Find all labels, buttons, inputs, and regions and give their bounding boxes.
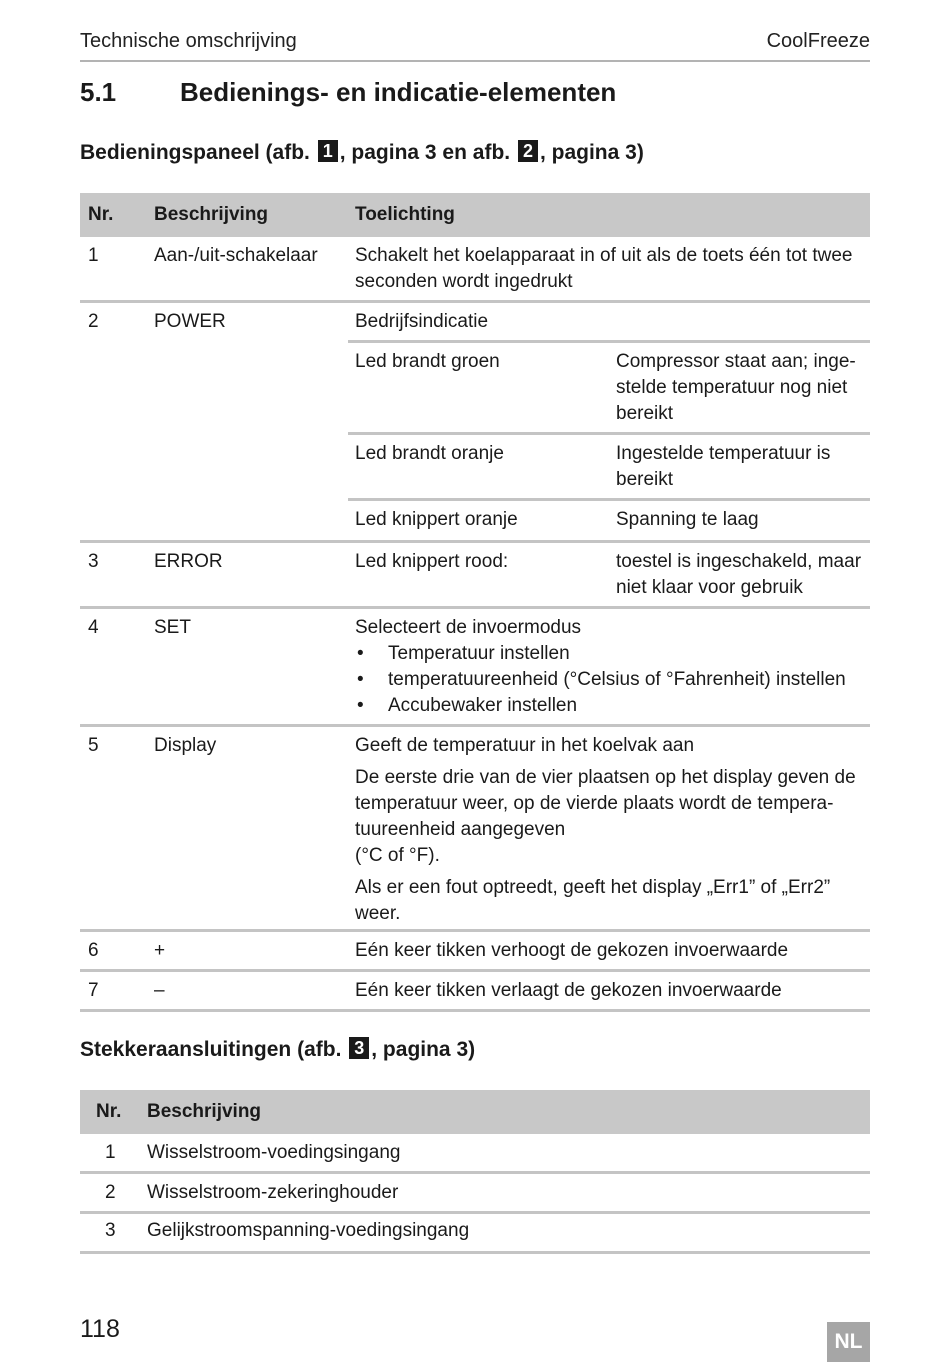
table-header: [80, 193, 870, 237]
led-meaning: [616, 507, 866, 533]
figure-ref-1: 1: [318, 140, 338, 162]
row-nr: 4: [88, 617, 99, 638]
row-nr: 2: [88, 311, 99, 332]
bullet-list: [355, 641, 870, 719]
row-nr: 1: [88, 245, 99, 266]
table-row: [80, 972, 870, 1012]
text-line: bereikt: [616, 469, 674, 490]
row-explanation: [355, 615, 870, 719]
row-description: Aan-/uit-schakelaar: [154, 245, 318, 266]
led-state: Led knippert oranje: [355, 509, 518, 530]
controls-table: [80, 193, 870, 1012]
row-nr: 6: [88, 940, 99, 961]
text-line: Selecteert de invoermodus: [355, 617, 582, 638]
text-line: Ingestelde temperatuur is: [616, 443, 831, 464]
heading-text: Bedieningspaneel (afb.: [80, 141, 310, 164]
led-state: Led brandt oranje: [355, 443, 504, 464]
heading-text: , pagina 3): [371, 1038, 476, 1061]
paragraph: [355, 733, 870, 759]
row-description: –: [154, 980, 165, 1001]
plug-connections-table: [80, 1090, 870, 1254]
list-item: • temperatuureenheid (°Celsius of °Fahrenheit) instellen: [355, 667, 870, 693]
row-explanation: Bedrijfsindicatie: [355, 311, 489, 332]
col-explanation: Toelichting: [355, 204, 455, 225]
text-line: De eerste drie van de vier plaatsen op het display geven de: [355, 767, 856, 788]
row-explanation: [355, 243, 870, 295]
text-line: Als er een fout optreedt, geeft het display „Err1” of „Err2”: [355, 877, 831, 898]
row-description: +: [154, 940, 166, 961]
row-nr: 5: [88, 735, 99, 756]
text-line: weer.: [355, 903, 401, 924]
header-product: CoolFreeze: [766, 30, 870, 52]
figure-ref-2: 2: [518, 140, 538, 162]
list-item: • Temperatuur instellen: [355, 641, 870, 667]
plug-connections-heading: [80, 1037, 475, 1062]
table-row: [80, 303, 870, 543]
running-header: [80, 28, 870, 62]
row-explanation: [355, 733, 870, 933]
led-meaning: [616, 549, 866, 601]
text-line: bereikt: [616, 403, 674, 424]
table-row: [80, 1214, 870, 1254]
paragraph: [355, 765, 870, 869]
row-description: Wisselstroom-voedingsingang: [147, 1142, 401, 1163]
table-row: [80, 1174, 870, 1214]
col-description: Beschrijving: [147, 1101, 262, 1122]
heading-text: Stekkeraansluitingen (afb.: [80, 1038, 342, 1061]
text-line: toestel is ingeschakeld, maar: [616, 551, 862, 572]
text-line: Schakelt het koelapparaat in of uit als de toets één tot twee: [355, 245, 853, 266]
text-line: seconden wordt ingedrukt: [355, 271, 573, 292]
table-row: [80, 1134, 870, 1174]
text-line: (°C of °F).: [355, 845, 440, 866]
header-chapter: Technische omschrijving: [80, 30, 297, 52]
list-item: • Accubewaker instellen: [355, 693, 870, 719]
row-description: POWER: [154, 311, 226, 332]
table-row: [80, 932, 870, 972]
control-panel-heading: [80, 140, 644, 165]
paragraph: [355, 875, 870, 927]
led-state: Led knippert rood:: [355, 551, 509, 572]
text-line: niet klaar voor gebruik: [616, 577, 803, 598]
row-description: Wisselstroom-zekeringhouder: [147, 1182, 399, 1203]
table-row: [80, 237, 870, 303]
led-meaning: [616, 349, 866, 427]
subrow-divider: [348, 340, 870, 343]
text-line: Spanning te laag: [616, 509, 759, 530]
row-nr: 2: [105, 1182, 116, 1203]
section-number: 5.1: [80, 77, 117, 107]
text-line: stelde temperatuur nog niet: [616, 377, 848, 398]
row-nr: 3: [105, 1220, 116, 1241]
row-explanation: Eén keer tikken verlaagt de gekozen invoerwaarde: [355, 980, 782, 1001]
row-description: Display: [154, 735, 217, 756]
row-explanation: Eén keer tikken verhoogt de gekozen invoerwaarde: [355, 940, 789, 961]
row-nr: 1: [105, 1142, 116, 1163]
table-row: [80, 543, 870, 609]
text-line: Geeft de temperatuur in het koelvak aan: [355, 735, 695, 756]
col-nr: Nr.: [96, 1101, 122, 1122]
heading-text: , pagina 3): [539, 141, 644, 164]
col-nr: Nr.: [88, 204, 114, 225]
figure-ref-3: 3: [349, 1037, 369, 1059]
subrow-divider: [348, 432, 870, 435]
section-title: [80, 77, 616, 108]
text-line: tuureenheid aangegeven: [355, 819, 566, 840]
row-description: SET: [154, 617, 191, 638]
led-state: Led brandt groen: [355, 351, 500, 372]
row-description: Gelijkstroomspanning-voedingsingang: [147, 1220, 470, 1241]
row-nr: 7: [88, 980, 99, 1001]
table-row: [80, 727, 870, 932]
row-description: ERROR: [154, 551, 223, 572]
table-row: [80, 609, 870, 727]
heading-text: , pagina 3 en afb.: [339, 141, 511, 164]
table-header: [80, 1090, 870, 1134]
text-line: Compressor staat aan; inge-: [616, 351, 856, 372]
section-title-text: Bedienings- en indicatie-elementen: [180, 77, 617, 107]
row-nr: 3: [88, 551, 99, 572]
text-line: temperatuur weer, op de vierde plaats wordt de tempera-: [355, 793, 834, 814]
language-badge: NL: [827, 1322, 870, 1362]
page-number: 118: [80, 1315, 120, 1343]
col-description: Beschrijving: [154, 204, 269, 225]
led-meaning: [616, 441, 866, 493]
subrow-divider: [348, 498, 870, 501]
